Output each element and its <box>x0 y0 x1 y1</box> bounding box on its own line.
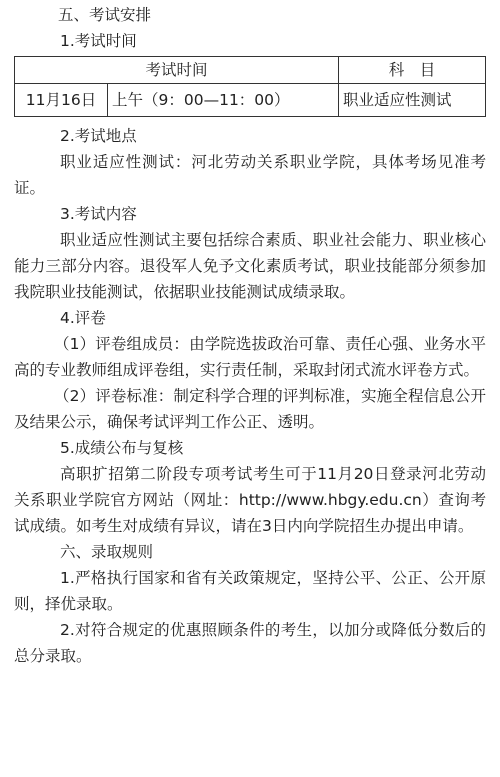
exam-content-text: 职业适应性测试主要包括综合素质、职业社会能力、职业核心能力三部分内容。退役军人免予文化素质考试，职业技能部分须参加我院职业技能测试，依据职业技能测试成绩录取。 <box>14 231 486 301</box>
exam-time-heading: 1.考试时间 <box>60 32 137 50</box>
section5-title: 五、考试安排 <box>58 6 152 24</box>
table-header-row <box>15 57 486 84</box>
exam-location-heading: 2.考试地点 <box>60 127 137 145</box>
results-heading: 5.成绩公布与复核 <box>60 439 184 457</box>
grading-item-1: （1）评卷组成员：由学院选拔政治可靠、责任心强、业务水平高的专业教师组成评卷组，实行责任制，采取封闭式流水评卷方式。 <box>14 335 486 379</box>
table-header-subject: 科 目 <box>339 57 486 84</box>
grading-heading: 4.评卷 <box>60 309 106 327</box>
exam-content-heading: 3.考试内容 <box>60 205 137 223</box>
admission-rule-1: 1.严格执行国家和省有关政策规定，坚持公平、公正、公开原则，择优录取。 <box>14 569 486 613</box>
table-cell-time: 上午（9：00—11：00） <box>108 84 339 117</box>
results-text: 高职扩招第二阶段专项考试考生可于11月20日登录河北劳动关系职业学院官方网站（网址：http://www.hbgy.edu.cn）查询考试成绩。如考生对成绩有异议，请在3日内向学院招生办提出申请。 <box>14 465 486 535</box>
table-header-exam-time: 考试时间 <box>15 57 339 84</box>
exam-location-text: 职业适应性测试：河北劳动关系职业学院，具体考场见准考证。 <box>14 153 486 197</box>
exam-schedule-table <box>14 56 486 117</box>
table-cell-subject: 职业适应性测试 <box>339 84 486 117</box>
table-row <box>15 84 486 117</box>
grading-item-2: （2）评卷标准：制定科学合理的评判标准，实施全程信息公开及结果公示，确保考试评判工作公正、透明。 <box>14 387 486 431</box>
admission-rule-2: 2.对符合规定的优惠照顾条件的考生，以加分或降低分数后的总分录取。 <box>14 621 486 665</box>
section6-title: 六、录取规则 <box>60 543 154 561</box>
table-cell-date: 11月16日 <box>15 84 108 117</box>
